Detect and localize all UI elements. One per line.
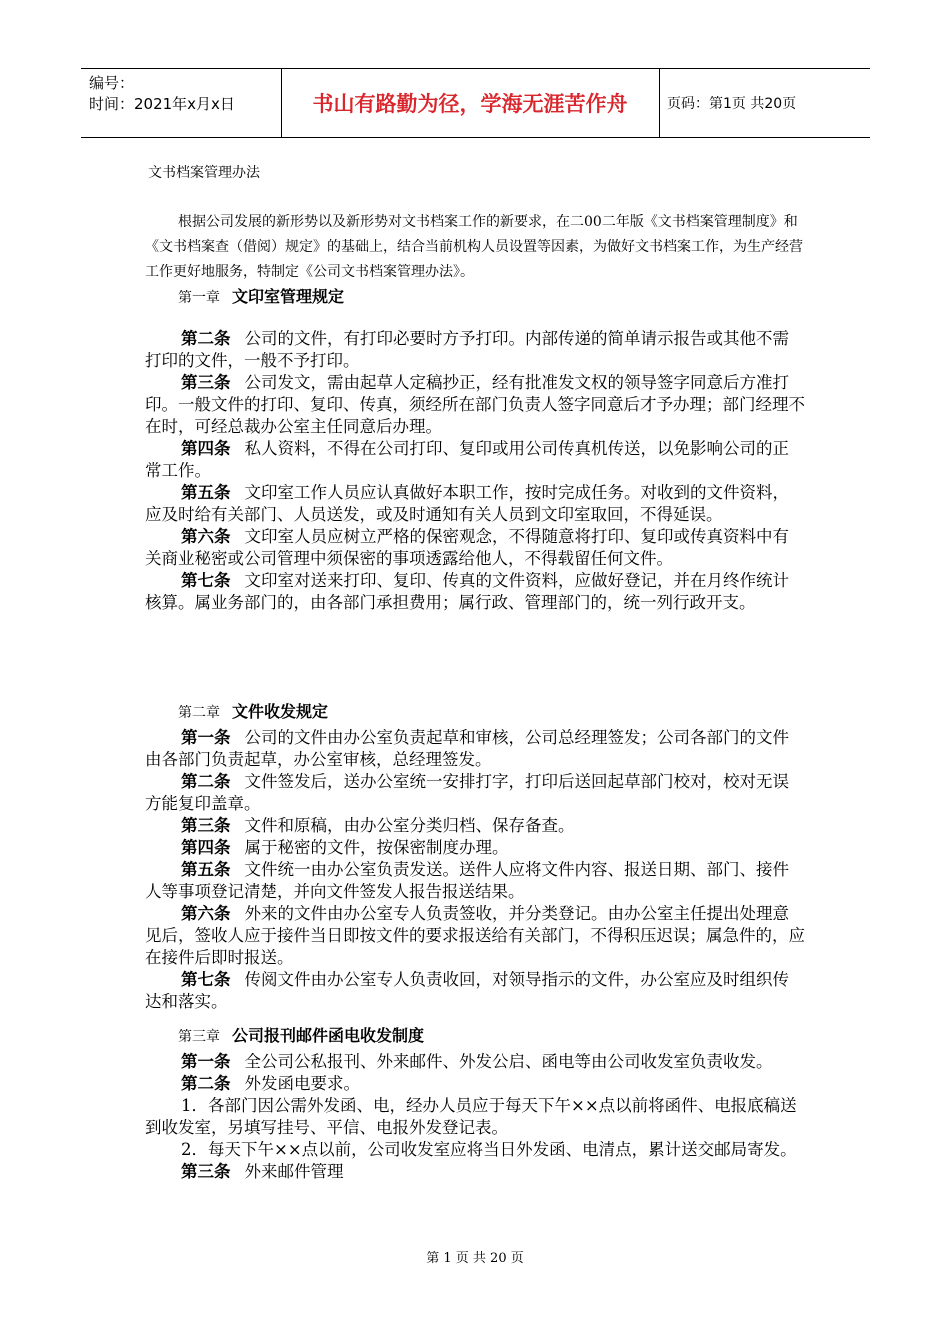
article-label: 第二条 xyxy=(181,772,231,791)
article-label: 第四条 xyxy=(181,439,231,458)
chapter-heading xyxy=(145,697,805,727)
article xyxy=(145,372,805,438)
article xyxy=(145,771,805,815)
article xyxy=(145,815,805,837)
article-text: 外来的文件由办公室专人负责签收，并分类登记。由办公室主任提出处理意见后，签收人应于接件当日即按文件的要求报送给有关部门，不得积压迟误；属急件的，应在接件后即时报送。 xyxy=(145,904,805,967)
article-label: 第六条 xyxy=(181,527,231,546)
numbered-paragraph: 1．各部门因公需外发函、电，经办人员应于每天下午××点以前将函件、电报底稿送到收发室，另填写挂号、平信、电报外发登记表。 xyxy=(145,1096,797,1137)
article xyxy=(145,438,805,482)
article xyxy=(145,1051,805,1073)
chapter-3 xyxy=(145,1021,805,1183)
article-text: 文件统一由办公室负责发送。送件人应将文件内容、报送日期、部门、接件人等事项登记清楚，并向文件签发人报告报送结果。 xyxy=(145,860,789,901)
article-text: 外来邮件管理 xyxy=(244,1162,344,1181)
article-text: 传阅文件由办公室专人负责收回，对领导指示的文件，办公室应及时组织传达和落实。 xyxy=(145,970,789,1011)
time-label: 时间：2021年x月x日 xyxy=(89,95,235,113)
article-text: 属于秘密的文件，按保密制度办理。 xyxy=(244,838,509,857)
chapter-2 xyxy=(145,697,805,1013)
article-label: 第二条 xyxy=(181,329,231,348)
article xyxy=(145,482,805,526)
article-label: 第五条 xyxy=(181,860,231,879)
article-text: 文印室对送来打印、复印、传真的文件资料，应做好登记，并在月终作统计核算。属业务部门的，由各部门承担费用；属行政、管理部门的，统一列行政开支。 xyxy=(145,571,789,612)
header-left-cell xyxy=(81,69,282,137)
article-text: 公司的文件由办公室负责起草和审核，公司总经理签发；公司各部门的文件由各部门负责起草，办公室审核，总经理签发。 xyxy=(145,728,789,769)
article xyxy=(145,1161,805,1183)
article xyxy=(145,727,805,771)
article-label: 第四条 xyxy=(181,838,231,857)
article-label: 第一条 xyxy=(181,728,231,747)
chapter-prefix: 第二章 xyxy=(178,705,220,721)
chapter-title: 文件收发规定 xyxy=(232,702,329,721)
page-info: 页码：第1页 共20页 xyxy=(667,96,797,112)
article xyxy=(145,1073,805,1095)
article-label: 第七条 xyxy=(181,571,231,590)
motto: 书山有路勤为径，学海无涯苦作舟 xyxy=(312,92,628,116)
page-footer xyxy=(0,1247,950,1266)
chapter-heading xyxy=(145,1021,805,1051)
article-label: 第三条 xyxy=(181,373,231,392)
article-label: 第三条 xyxy=(181,816,231,835)
article-text: 文件和原稿，由办公室分类归档、保存备查。 xyxy=(244,816,575,835)
article xyxy=(145,526,805,570)
article-label: 第六条 xyxy=(181,904,231,923)
chapter-prefix: 第一章 xyxy=(178,290,220,306)
header-motto-cell xyxy=(281,69,660,137)
article-text: 公司的文件，有打印必要时方予打印。内部传递的简单请示报告或其他不需打印的文件，一般不予打印。 xyxy=(145,329,789,370)
chapter-heading xyxy=(145,282,805,312)
article-label: 第七条 xyxy=(181,970,231,989)
article xyxy=(145,969,805,1013)
article xyxy=(145,570,805,614)
article-text: 全公司公私报刊、外来邮件、外发公启、函电等由公司收发室负责收发。 xyxy=(244,1052,773,1071)
numbered-paragraph: 2．每天下午××点以前，公司收发室应将当日外发函、电清点，累计送交邮局寄发。 xyxy=(181,1140,797,1159)
article xyxy=(145,328,805,372)
chapter-prefix: 第三章 xyxy=(178,1029,220,1045)
article-text: 外发函电要求。 xyxy=(244,1074,360,1093)
chapter-1 xyxy=(145,282,805,614)
chapter-title: 公司报刊邮件函电收发制度 xyxy=(232,1026,425,1045)
article-text: 公司发文，需由起草人定稿抄正，经有批准发文权的领导签字同意后方准打印。一般文件的打印、复印、传真，须经所在部门负责人签字同意后才予办理；部门经理不在时，可经总裁办公室主任同意后办理。 xyxy=(145,373,805,436)
header-table xyxy=(81,68,870,138)
document-title: 文书档案管理办法 xyxy=(148,165,260,181)
article xyxy=(145,837,805,859)
article-text: 文件签发后，送办公室统一安排打字，打印后送回起草部门校对，校对无误方能复印盖章。 xyxy=(145,772,789,813)
number-label: 编号： xyxy=(89,74,135,92)
article-label: 第二条 xyxy=(181,1074,231,1093)
article xyxy=(145,859,805,903)
article-text: 私人资料，不得在公司打印、复印或用公司传真机传送，以免影响公司的正常工作。 xyxy=(145,439,789,480)
article-label: 第五条 xyxy=(181,483,231,502)
article-label: 第一条 xyxy=(181,1052,231,1071)
article-text: 文印室工作人员应认真做好本职工作，按时完成任务。对收到的文件资料，应及时给有关部门、人员送发，或及时通知有关人员到文印室取回，不得延误。 xyxy=(145,483,789,524)
article-text: 文印室人员应树立严格的保密观念，不得随意将打印、复印或传真资料中有关商业秘密或公司管理中须保密的事项透露给他人，不得载留任何文件。 xyxy=(145,527,789,568)
footer-page-number: 第 1 页 共 20 页 xyxy=(426,1251,524,1266)
article-label: 第三条 xyxy=(181,1162,231,1181)
chapter-title: 文印室管理规定 xyxy=(232,287,345,306)
article xyxy=(145,903,805,969)
intro-paragraph: 根据公司发展的新形势以及新形势对文书档案工作的新要求，在二00二年版《文书档案管理制度》和《文书档案查（借阅）规定》的基础上，结合当前机构人员设置等因素，为做好文书档案工作，为生产经营工作更好地服务，特制定《公司文书档案管理办法》。 xyxy=(145,214,803,280)
